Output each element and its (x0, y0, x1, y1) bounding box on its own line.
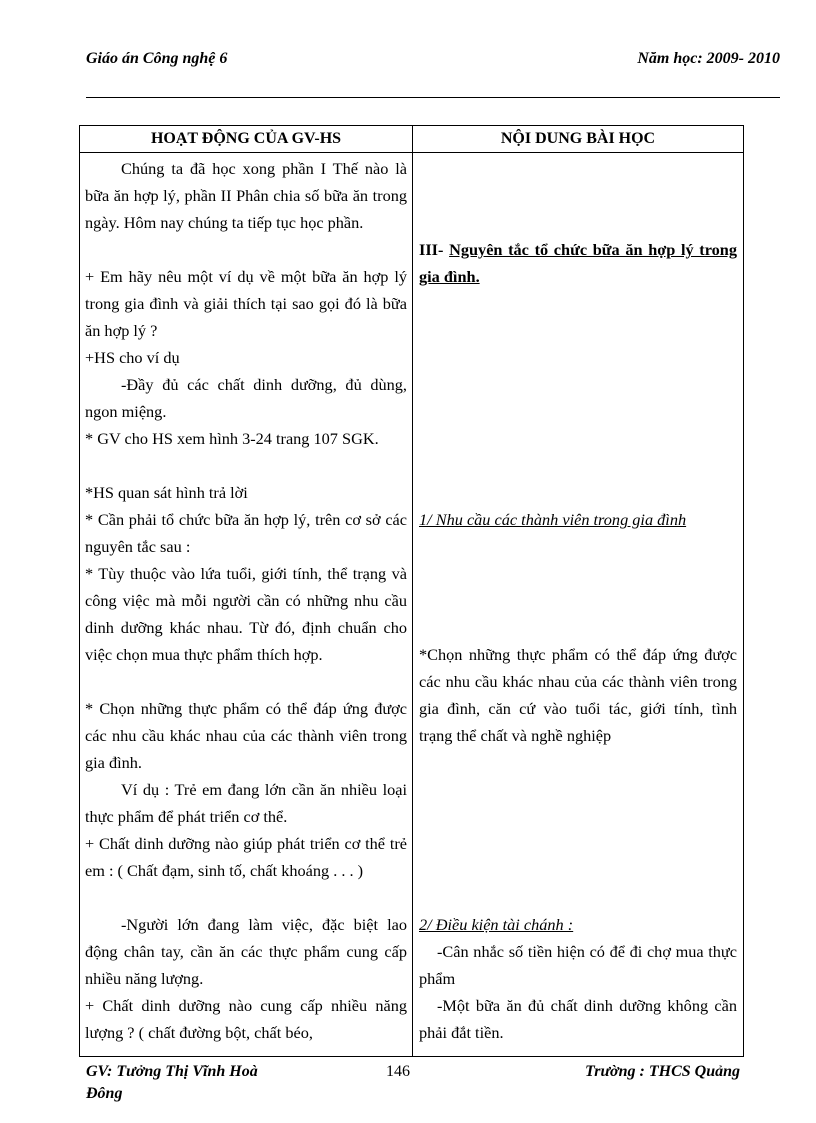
section-heading: III- Nguyên tắc tổ chức bữa ăn hợp lý trong gia đình. (419, 240, 737, 286)
activity-paragraph: + Chất dinh dưỡng nào giúp phát triển cơ thể trẻ em : ( Chất đạm, sinh tố, chất khoáng . . . ) (85, 834, 407, 880)
header-school-year: Năm học: 2009- 2010 (637, 50, 780, 67)
footer-teacher-cont: Đông (86, 1085, 123, 1102)
activity-paragraph: * GV cho HS xem hình 3-24 trang 107 SGK. (85, 429, 379, 448)
subsection-finance: 2/ Điều kiện tài chánh : (419, 915, 574, 934)
content-paragraph: -Một bữa ăn đủ chất dinh dưỡng không cần phải đắt tiền. (419, 996, 737, 1042)
activity-paragraph: + Em hãy nêu một ví dụ về một bữa ăn hợp lý trong gia đình và giải thích tại sao gọi đó là bữa ăn hợp lý ? (85, 267, 407, 340)
content-paragraph: -Cân nhắc số tiền hiện có để đi chợ mua thực phẩm (419, 942, 737, 988)
activity-paragraph: -Người lớn đang làm việc, đặc biệt lao động chân tay, cần ăn các thực phẩm cung cấp nhiều năng lượng. (85, 915, 407, 988)
column-header-activities: HOẠT ĐỘNG CỦA GV-HS (80, 126, 413, 153)
activity-paragraph: * Cần phải tổ chức bữa ăn hợp lý, trên cơ sở các nguyên tắc sau : (85, 510, 407, 556)
column-header-content: NỘI DUNG BÀI HỌC (413, 126, 744, 153)
header-subject: Giáo án Công nghệ 6 (86, 50, 228, 67)
activity-paragraph: +HS cho ví dụ (85, 348, 180, 367)
activities-cell (80, 153, 413, 1057)
footer-school: Trường : THCS Quảng (585, 1063, 740, 1080)
lesson-table (79, 125, 744, 1057)
activity-paragraph: + Chất dinh dưỡng nào cung cấp nhiều năng lượng ? ( chất đường bột, chất béo, (85, 996, 407, 1042)
activity-paragraph: Chúng ta đã học xong phần I Thế nào là bữa ăn hợp lý, phần II Phân chia số bữa ăn trong ngày. Hôm nay chúng ta tiếp tục học phần. (85, 159, 407, 232)
activity-paragraph: Ví dụ : Trẻ em đang lớn cần ăn nhiều loại thực phẩm để phát triển cơ thể. (85, 780, 407, 826)
activity-paragraph: -Đầy đủ các chất dinh dưỡng, đủ dùng, ngon miệng. (85, 375, 407, 421)
activity-paragraph: *HS quan sát hình trả lời (85, 483, 248, 502)
subsection-needs: 1/ Nhu cầu các thành viên trong gia đình (419, 510, 687, 529)
footer-teacher: GV: Tưởng Thị Vĩnh Hoà (86, 1063, 258, 1080)
page-number: 146 (386, 1063, 410, 1080)
content-paragraph: *Chọn những thực phẩm có thể đáp ứng được các nhu cầu khác nhau của các thành viên trong gia đình, căn cứ vào tuổi tác, giới tính, tình trạng thể chất và nghề nghiệp (419, 645, 737, 745)
content-cell (413, 153, 744, 1057)
header-rule (86, 97, 780, 98)
activity-paragraph: * Chọn những thực phẩm có thể đáp ứng được các nhu cầu khác nhau của các thành viên trong gia đình. (85, 699, 407, 772)
activity-paragraph: * Tùy thuộc vào lứa tuổi, giới tính, thể trạng và công việc mà mỗi người cần có những nhu cầu dinh dưỡng khác nhau. Từ đó, định chuẩn cho việc chọn mua thực phẩm thích hợp. (85, 564, 407, 664)
